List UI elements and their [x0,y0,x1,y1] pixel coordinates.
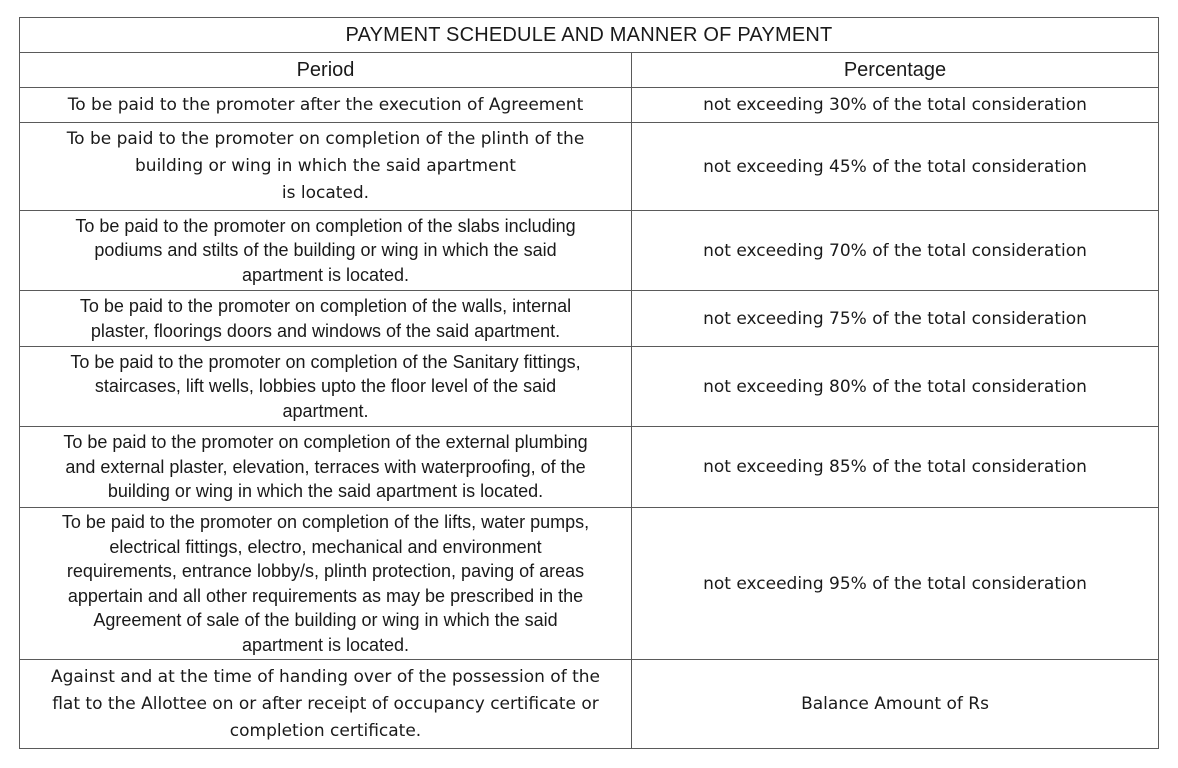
percentage-cell: not exceeding 95% of the total consideration [632,508,1159,660]
table-row [20,123,1159,211]
table-row [20,660,1159,749]
period-line: flat to the Allottee on or after receipt of occupancy certificate or [52,693,599,714]
percentage-cell: Balance Amount of Rs [632,660,1159,749]
table-row [20,211,1159,291]
table-row [20,291,1159,347]
percentage-cell: not exceeding 70% of the total consideration [632,211,1159,291]
table-row [20,508,1159,660]
period-line: is located. [281,183,370,203]
period-line: apartment. [282,400,369,421]
percentage-header: Percentage [632,53,1159,88]
period-line: plaster, floorings doors and windows of the said apartment. [90,320,561,341]
period-line: apartment is located. [241,264,410,285]
period-line: and external plaster, elevation, terraces with waterproofing, of the [65,456,586,477]
period-cell [20,88,632,123]
period-cell [20,508,632,660]
percentage-cell: not exceeding 85% of the total consideration [632,427,1159,508]
period-line: completion certificate. [229,720,422,741]
period-line: appertain and all other requirements as may be prescribed in the [67,585,584,606]
period-line: To be paid to the promoter on completion of the external plumbing [63,432,588,453]
period-cell [20,291,632,347]
period-line: podiums and stilts of the building or wing in which the said [94,240,557,261]
period-cell [20,123,632,211]
period-line: To be paid to the promoter on completion of the lifts, water pumps, [61,512,590,532]
period-line: electrical fittings, electro, mechanical and environment [109,536,542,557]
percentage-cell: not exceeding 75% of the total consideration [632,291,1159,347]
period-cell [20,211,632,291]
table-row [20,88,1159,123]
period-cell [20,660,632,749]
title-row [20,18,1159,53]
period-cell [20,347,632,427]
period-line: building or wing in which the said apartment is located. [107,481,544,502]
table-row [20,347,1159,427]
percentage-cell: not exceeding 30% of the total consideration [632,88,1159,123]
period-line: To be paid to the promoter on completion of the slabs including [75,215,576,236]
period-line: requirements, entrance lobby/s, plinth protection, paving of areas [66,561,585,581]
period-line: Against and at the time of handing over of the possession of the [51,666,600,687]
period-line: To be paid to the promoter on completion of the Sanitary fittings, [70,351,581,372]
period-line: To be paid to the promoter on completion of the walls, internal [79,296,572,316]
period-line: To be paid to the promoter on completion of the plinth of the [66,129,585,149]
table-row [20,427,1159,508]
period-line: staircases, lift wells, lobbies upto the floor level of the said [94,376,557,397]
period-line: To be paid to the promoter after the execution of Agreement [67,94,584,115]
percentage-cell: not exceeding 80% of the total consideration [632,347,1159,427]
percentage-cell: not exceeding 45% of the total consideration [632,123,1159,211]
period-cell [20,427,632,508]
period-line: Agreement of sale of the building or wing in which the said [93,610,558,630]
payment-schedule-table [19,17,1159,749]
period-line: building or wing in which the said apartment [135,156,516,176]
period-header: Period [20,53,632,88]
period-line: apartment is located. [241,634,410,655]
table-title: PAYMENT SCHEDULE AND MANNER OF PAYMENT [20,18,1159,53]
header-row [20,53,1159,88]
